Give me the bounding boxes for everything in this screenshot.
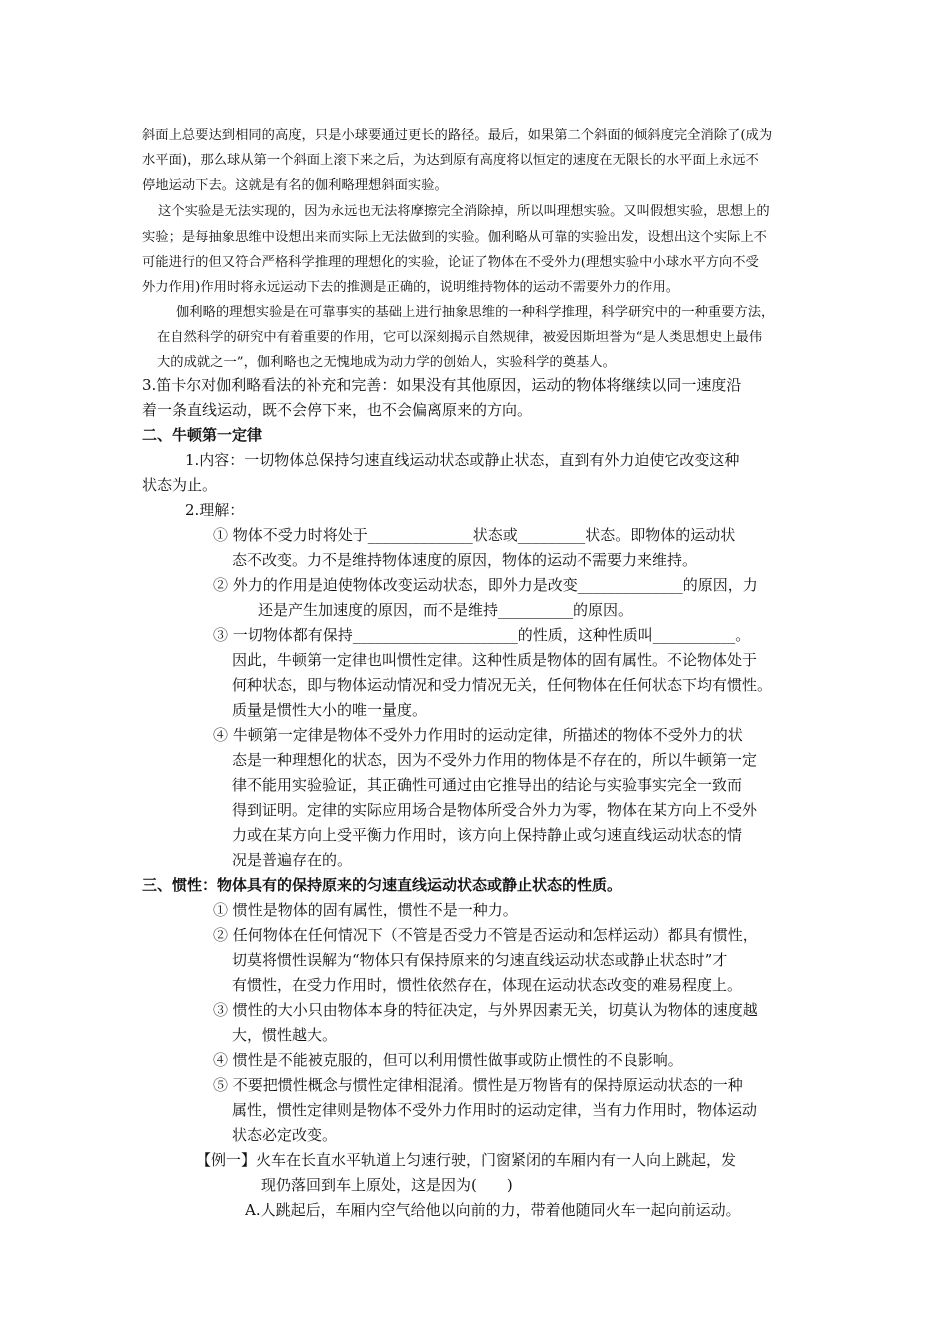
option-line: A.人跳起后，车厢内空气给他以向前的力，带着他随同火车一起向前运动。 — [245, 1201, 741, 1219]
section-heading: 二、牛顿第一定律 — [142, 426, 263, 444]
text-line: 状态为止。 — [142, 476, 218, 494]
text-line: ④ 惯性是不能被克服的，但可以利用惯性做事或防止惯性的不良影响。 — [213, 1051, 683, 1069]
example-line: 【例一】火车在长直水平轨道上匀速行驶，门窗紧闭的车厢内有一人向上跳起，发 — [196, 1151, 737, 1169]
text-line: 律不能用实验验证，其正确性可通过由它推导出的结论与实验事实完全一致而 — [232, 776, 743, 794]
text-line: 切莫将惯性误解为“物体只有保持原来的匀速直线运动状态或静止状态时”才 — [232, 951, 728, 969]
text-line: ③ 一切物体都有保持______________________的性质，这种性质叫___________。 — [213, 626, 751, 644]
text-line: 因此，牛顿第一定律也叫惯性定律。这种性质是物体的固有属性。不论物体处于 — [232, 651, 758, 669]
text-line: 大，惯性越大。 — [232, 1026, 338, 1044]
text-line: 斜面上总要达到相同的高度，只是小球要通过更长的路径。最后，如果第二个斜面的倾斜度完全消除了(成为 — [142, 128, 773, 143]
text-line: ⑤ 不要把惯性概念与惯性定律相混淆。惯性是万物皆有的保持原运动状态的一种 — [213, 1076, 743, 1094]
text-line: ② 任何物体在任何情况下（不管是否受力不管是否运动和怎样运动）都具有惯性， — [213, 926, 758, 944]
text-line: 3.笛卡尔对伽利略看法的补充和完善：如果没有其他原因，运动的物体将继续以同一速度沿 — [142, 376, 742, 394]
text-line: 有惯性，在受力作用时，惯性依然存在，体现在运动状态改变的难易程度上。 — [232, 976, 743, 994]
text-line: 力或在某方向上受平衡力作用时，该方向上保持静止或匀速直线运动状态的情 — [232, 826, 743, 844]
text-line: 态不改变。力不是维持物体速度的原因，物体的运动不需要力来维持。 — [232, 551, 698, 569]
text-line: 大的成就之一”，伽利略也之无愧地成为动力学的创始人，实验科学的奠基人。 — [157, 355, 616, 370]
text-line: 实验；是每抽象思维中设想出来而实际上无法做到的实验。伽利略从可靠的实验出发，设想出这个实际上不 — [142, 230, 767, 245]
text-line: 态是一种理想化的状态，因为不受外力作用的物体是不存在的，所以牛顿第一定 — [232, 751, 758, 769]
text-line: 1.内容：一切物体总保持匀速直线运动状态或静止状态，直到有外力迫使它改变这种 — [185, 451, 740, 469]
text-line: 2.理解： — [185, 501, 245, 519]
text-line: 外力作用)作用时将永远运动下去的推测是正确的，说明维持物体的运动不需要外力的作用。 — [142, 280, 680, 295]
text-line: ① 物体不受力时将处于______________状态或_________状态。即物体的运动状 — [213, 526, 736, 544]
text-line: ① 惯性是物体的固有属性，惯性不是一种力。 — [213, 901, 518, 919]
text-line: ② 外力的作用是迫使物体改变运动状态，即外力是改变______________的原因，力 — [213, 576, 758, 594]
text-line: 这个实验是无法实现的，因为永远也无法将摩擦完全消除掉，所以叫理想实验。又叫假想实验，思想上的 — [158, 204, 770, 219]
text-line: 属性，惯性定律则是物体不受外力作用时的运动定律，当有力作用时，物体运动 — [232, 1101, 758, 1119]
section-heading: 三、惯性：物体具有的保持原来的匀速直线运动状态或静止状态的性质。 — [142, 876, 623, 894]
text-line: 还是产生加速度的原因，而不是维持__________的原因。 — [258, 601, 634, 619]
text-line: 况是普遍存在的。 — [232, 851, 353, 869]
text-line: 停地运动下去。这就是有名的伽利略理想斜面实验。 — [142, 178, 448, 193]
text-line: ④ 牛顿第一定律是物体不受外力作用时的运动定律，所描述的物体不受外力的状 — [213, 726, 743, 744]
text-line: 质量是惯性大小的唯一量度。 — [232, 701, 428, 719]
example-line: 现仍落回到车上原处，这是因为( ) — [261, 1176, 513, 1194]
text-line: 着一条直线运动，既不会停下来，也不会偏离原来的方向。 — [142, 401, 533, 419]
text-line: 在自然科学的研究中有着重要的作用，它可以深刻揭示自然规律，被爱因斯坦誉为“是人类思想史上最伟 — [157, 330, 763, 345]
text-line: 何种状态，即与物体运动情况和受力情况无关，任何物体在任何状态下均有惯性。 — [232, 676, 773, 694]
text-line: ③ 惯性的大小只由物体本身的特征决定，与外界因素无关，切莫认为物体的速度越 — [213, 1001, 758, 1019]
text-line: 得到证明。定律的实际应用场合是物体所受合外力为零，物体在某方向上不受外 — [232, 801, 758, 819]
text-line: 可能进行的但又符合严格科学推理的理想化的实验，论证了物体在不受外力(理想实验中小球水平方向不受 — [142, 255, 759, 270]
text-line: 状态必定改变。 — [232, 1126, 338, 1144]
text-line: 伽利略的理想实验是在可靠事实的基础上进行抽象思维的一种科学推理，科学研究中的一种重要方法， — [176, 305, 775, 320]
text-line: 水平面)，那么球从第一个斜面上滚下来之后，为达到原有高度将以恒定的速度在无限长的水平面上永远不 — [142, 153, 759, 168]
